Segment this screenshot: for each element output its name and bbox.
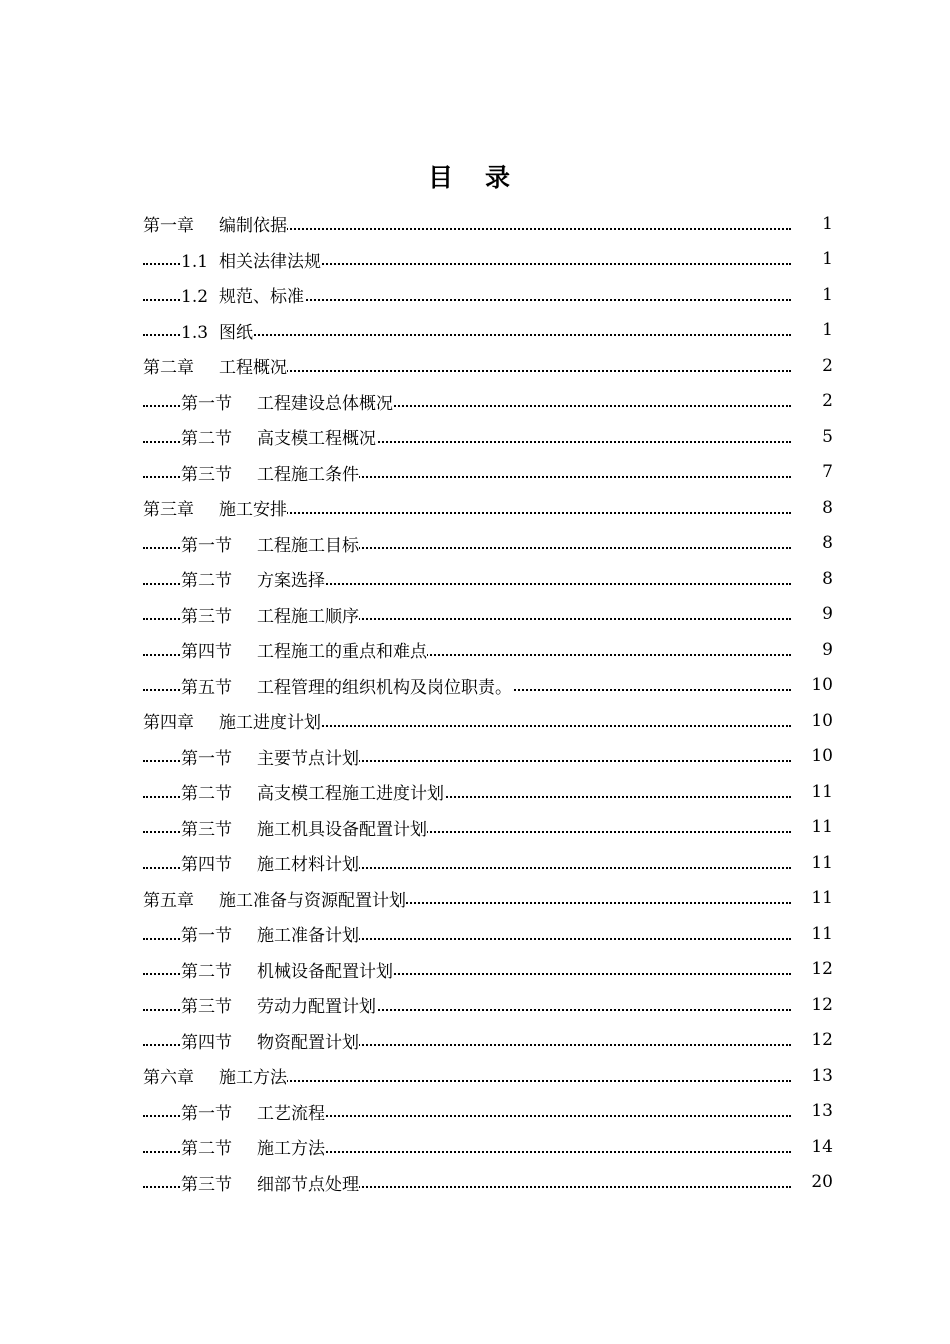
toc-entry[interactable] bbox=[143, 1058, 833, 1094]
toc-entry[interactable] bbox=[143, 774, 833, 810]
toc-entry-label: 编制依据 bbox=[219, 211, 287, 236]
toc-entry-number: 第二节 bbox=[181, 779, 257, 804]
toc-entry-label: 劳动力配置计划 bbox=[257, 992, 376, 1017]
toc-entry-number: 第一节 bbox=[181, 744, 257, 769]
toc-entry[interactable] bbox=[143, 313, 833, 349]
toc-entry-page: 7 bbox=[791, 462, 833, 482]
toc-entry-page: 11 bbox=[791, 853, 833, 873]
toc-entry[interactable] bbox=[143, 206, 833, 242]
toc-entry[interactable] bbox=[143, 419, 833, 455]
toc-entry-label: 规范、标准 bbox=[219, 282, 304, 307]
toc-entry-page: 14 bbox=[791, 1137, 833, 1157]
toc-entry-number: 第四节 bbox=[181, 1028, 257, 1053]
toc-entry-number: 1.1 bbox=[181, 252, 219, 272]
toc-entry-page: 1 bbox=[791, 214, 833, 234]
toc-entry-number: 1.3 bbox=[181, 323, 219, 343]
toc-entry[interactable] bbox=[143, 1023, 833, 1059]
toc-entry-page: 8 bbox=[791, 498, 833, 518]
table-of-contents bbox=[143, 206, 833, 1200]
toc-entry[interactable] bbox=[143, 561, 833, 597]
toc-entry-label: 施工进度计划 bbox=[219, 708, 321, 733]
toc-entry-number: 第三节 bbox=[181, 1170, 257, 1195]
toc-entry-page: 2 bbox=[791, 356, 833, 376]
toc-entry-number: 1.2 bbox=[181, 287, 219, 307]
toc-entry-page: 12 bbox=[791, 959, 833, 979]
toc-entry-page: 10 bbox=[791, 746, 833, 766]
toc-entry-number: 第一节 bbox=[181, 1099, 257, 1124]
page-title: 目录 bbox=[427, 163, 542, 192]
toc-entry-number: 第六章 bbox=[143, 1063, 219, 1088]
toc-entry-label: 相关法律法规 bbox=[219, 247, 321, 272]
toc-entry[interactable] bbox=[143, 632, 833, 668]
toc-entry-label: 工程建设总体概况 bbox=[257, 389, 393, 414]
toc-entry-page: 1 bbox=[791, 320, 833, 340]
toc-entry-label: 高支模工程施工进度计划 bbox=[257, 779, 444, 804]
toc-entry-label: 工程概况 bbox=[219, 353, 287, 378]
toc-entry-number: 第二节 bbox=[181, 1134, 257, 1159]
toc-entry[interactable] bbox=[143, 739, 833, 775]
toc-entry-page: 11 bbox=[791, 782, 833, 802]
toc-entry[interactable] bbox=[143, 952, 833, 988]
toc-entry-page: 1 bbox=[791, 285, 833, 305]
toc-entry-number: 第一章 bbox=[143, 211, 219, 236]
toc-entry[interactable] bbox=[143, 987, 833, 1023]
toc-entry-page: 9 bbox=[791, 640, 833, 660]
toc-entry-label: 工艺流程 bbox=[257, 1099, 325, 1124]
toc-entry-label: 图纸 bbox=[219, 318, 253, 343]
toc-entry-number: 第二节 bbox=[181, 566, 257, 591]
toc-entry-label: 施工安排 bbox=[219, 495, 287, 520]
toc-entry-number: 第四节 bbox=[181, 637, 257, 662]
toc-entry-label: 施工方法 bbox=[219, 1063, 287, 1088]
toc-entry[interactable] bbox=[143, 455, 833, 491]
toc-entry-number: 第五节 bbox=[181, 673, 257, 698]
toc-entry[interactable] bbox=[143, 668, 833, 704]
toc-entry-label: 工程施工目标 bbox=[257, 531, 359, 556]
toc-entry-page: 8 bbox=[791, 569, 833, 589]
toc-entry[interactable] bbox=[143, 1165, 833, 1201]
toc-entry-page: 11 bbox=[791, 817, 833, 837]
toc-entry-label: 施工方法 bbox=[257, 1134, 325, 1159]
toc-entry-page: 13 bbox=[791, 1101, 833, 1121]
toc-entry[interactable] bbox=[143, 1094, 833, 1130]
toc-entry-page: 1 bbox=[791, 249, 833, 269]
toc-entry-page: 20 bbox=[791, 1172, 833, 1192]
toc-entry[interactable] bbox=[143, 348, 833, 384]
toc-entry[interactable] bbox=[143, 242, 833, 278]
toc-entry[interactable] bbox=[143, 845, 833, 881]
toc-entry[interactable] bbox=[143, 916, 833, 952]
toc-entry[interactable] bbox=[143, 810, 833, 846]
toc-entry-number: 第三章 bbox=[143, 495, 219, 520]
toc-entry-page: 13 bbox=[791, 1066, 833, 1086]
toc-entry-number: 第二节 bbox=[181, 424, 257, 449]
toc-entry-number: 第四节 bbox=[181, 850, 257, 875]
toc-entry-number: 第五章 bbox=[143, 886, 219, 911]
toc-entry-page: 9 bbox=[791, 604, 833, 624]
toc-entry-number: 第一节 bbox=[181, 389, 257, 414]
toc-entry[interactable] bbox=[143, 277, 833, 313]
toc-entry-number: 第二章 bbox=[143, 353, 219, 378]
toc-entry-label: 方案选择 bbox=[257, 566, 325, 591]
toc-entry-label: 施工准备计划 bbox=[257, 921, 359, 946]
toc-entry-page: 10 bbox=[791, 675, 833, 695]
toc-entry[interactable] bbox=[143, 597, 833, 633]
toc-entry-number: 第一节 bbox=[181, 531, 257, 556]
toc-entry-number: 第三节 bbox=[181, 992, 257, 1017]
toc-entry[interactable] bbox=[143, 490, 833, 526]
toc-entry-page: 8 bbox=[791, 533, 833, 553]
toc-entry-number: 第二节 bbox=[181, 957, 257, 982]
toc-entry-page: 11 bbox=[791, 924, 833, 944]
toc-entry-label: 工程管理的组织机构及岗位职责。 bbox=[257, 673, 512, 698]
toc-entry-label: 施工材料计划 bbox=[257, 850, 359, 875]
toc-entry-page: 11 bbox=[791, 888, 833, 908]
toc-entry-label: 工程施工顺序 bbox=[257, 602, 359, 627]
toc-entry-label: 细部节点处理 bbox=[257, 1170, 359, 1195]
toc-entry[interactable] bbox=[143, 1129, 833, 1165]
toc-entry-number: 第三节 bbox=[181, 815, 257, 840]
toc-entry-label: 机械设备配置计划 bbox=[257, 957, 393, 982]
toc-entry-page: 12 bbox=[791, 1030, 833, 1050]
toc-entry-label: 工程施工的重点和难点 bbox=[257, 637, 427, 662]
toc-entry-number: 第四章 bbox=[143, 708, 219, 733]
toc-entry[interactable] bbox=[143, 526, 833, 562]
toc-entry-number: 第三节 bbox=[181, 602, 257, 627]
toc-entry-page: 12 bbox=[791, 995, 833, 1015]
toc-entry-label: 主要节点计划 bbox=[257, 744, 359, 769]
toc-entry[interactable] bbox=[143, 881, 833, 917]
toc-entry-number: 第一节 bbox=[181, 921, 257, 946]
toc-entry-page: 2 bbox=[791, 391, 833, 411]
toc-entry-label: 物资配置计划 bbox=[257, 1028, 359, 1053]
toc-entry-page: 5 bbox=[791, 427, 833, 447]
toc-entry-page: 10 bbox=[791, 711, 833, 731]
toc-entry-number: 第三节 bbox=[181, 460, 257, 485]
toc-entry-label: 工程施工条件 bbox=[257, 460, 359, 485]
toc-entry[interactable] bbox=[143, 384, 833, 420]
toc-entry[interactable] bbox=[143, 703, 833, 739]
toc-entry-label: 施工准备与资源配置计划 bbox=[219, 886, 406, 911]
toc-entry-label: 施工机具设备配置计划 bbox=[257, 815, 427, 840]
toc-entry-label: 高支模工程概况 bbox=[257, 424, 376, 449]
